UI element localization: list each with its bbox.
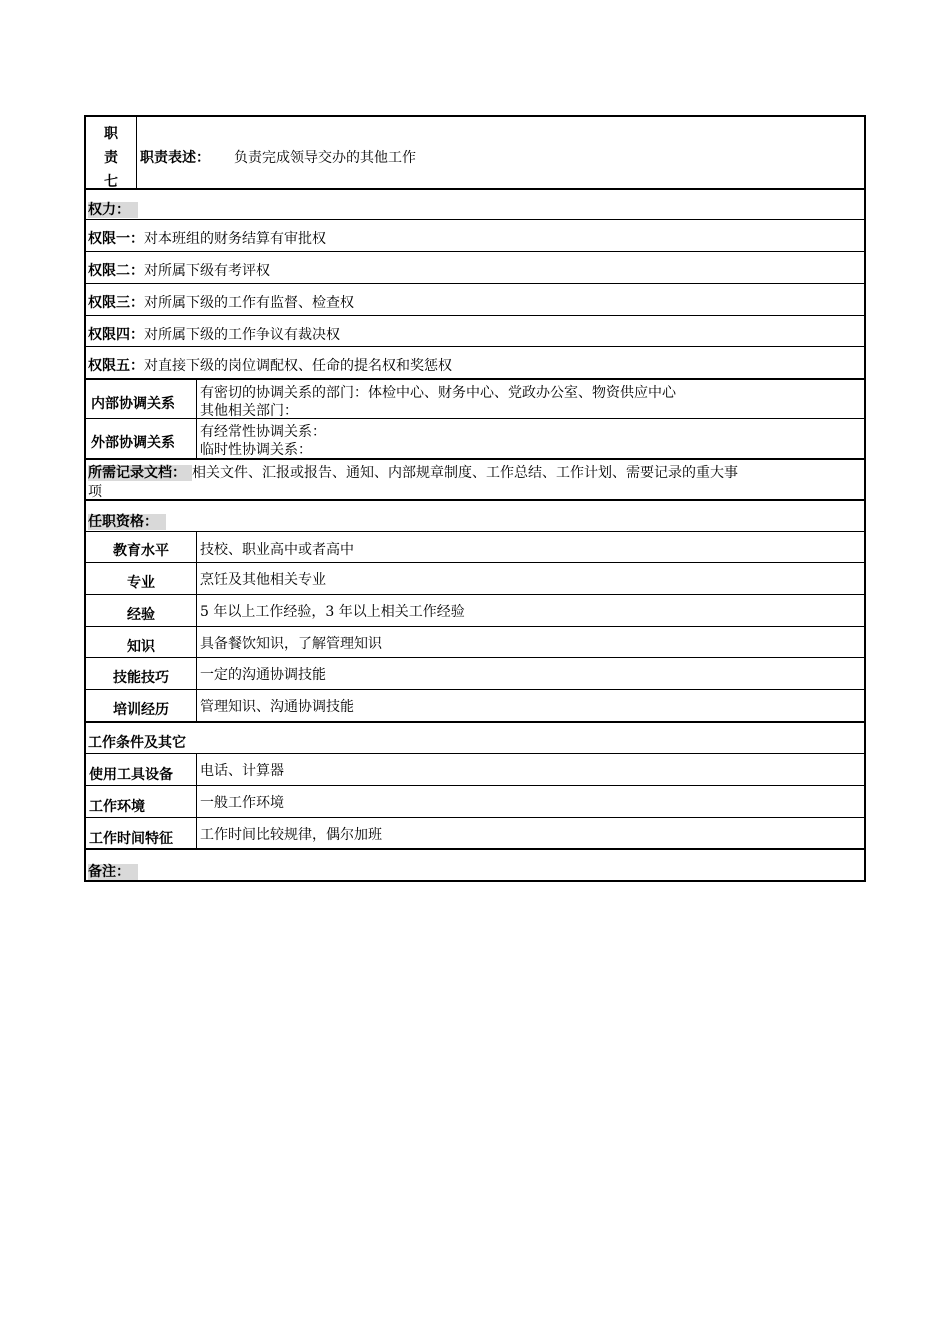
condition-label-hours: 工作时间特征 bbox=[89, 831, 173, 847]
records-label: 所需记录文档： bbox=[88, 465, 192, 481]
external-coordination-label: 外部协调关系 bbox=[91, 435, 175, 451]
duty-7-desc-label: 职责表述： bbox=[140, 150, 210, 166]
remarks-label: 备注： bbox=[88, 864, 138, 880]
external-coordination-label-cell bbox=[86, 419, 197, 458]
authority-header-row bbox=[84, 188, 866, 219]
duty-7-row bbox=[84, 115, 866, 188]
external-coordination-row bbox=[84, 418, 866, 458]
records-text-line-2: 项 bbox=[88, 484, 102, 500]
qualification-value-education: 技校、职业高中或者高中 bbox=[200, 542, 354, 558]
qualification-label-education: 教育水平 bbox=[113, 543, 169, 559]
duty-7-char-1: 职 bbox=[104, 126, 118, 142]
qualification-value-skills: 一定的沟通协调技能 bbox=[200, 667, 326, 683]
duty-7-char-3: 七 bbox=[104, 174, 118, 190]
authority-header: 权力： bbox=[88, 202, 138, 218]
qualification-value-major: 烹饪及其他相关专业 bbox=[200, 572, 326, 588]
condition-value-hours: 工作时间比较规律，偶尔加班 bbox=[200, 827, 382, 843]
authority-label-2: 权限二： bbox=[88, 263, 144, 279]
condition-label-tools: 使用工具设备 bbox=[89, 767, 173, 783]
authority-label-3: 权限三： bbox=[88, 295, 144, 311]
condition-value-environment: 一般工作环境 bbox=[200, 795, 284, 811]
qualification-label-knowledge: 知识 bbox=[127, 639, 155, 655]
authority-row-2 bbox=[84, 251, 866, 283]
qualification-value-knowledge: 具备餐饮知识，了解管理知识 bbox=[200, 636, 382, 652]
qualification-label-major: 专业 bbox=[127, 575, 155, 591]
internal-coordination-label: 内部协调关系 bbox=[91, 396, 175, 412]
qualification-label-training: 培训经历 bbox=[113, 702, 169, 718]
authority-row-5 bbox=[84, 346, 866, 378]
qualification-row-education bbox=[84, 531, 866, 562]
authority-text-4: 对所属下级的工作争议有裁决权 bbox=[144, 327, 340, 343]
qualification-row-skills bbox=[84, 657, 866, 689]
authority-row-1 bbox=[84, 219, 866, 251]
qualification-value-training: 管理知识、沟通协调技能 bbox=[200, 699, 354, 715]
duty-7-desc-text: 负责完成领导交办的其他工作 bbox=[234, 150, 416, 166]
internal-coordination-row bbox=[84, 378, 866, 418]
authority-label-5: 权限五： bbox=[88, 358, 144, 374]
conditions-header-row bbox=[84, 721, 866, 753]
authority-label-1: 权限一： bbox=[88, 231, 144, 247]
internal-coordination-line-1: 有密切的协调关系的部门：体检中心、财务中心、党政办公室、物资供应中心 bbox=[200, 385, 676, 401]
external-coordination-line-1: 有经常性协调关系： bbox=[200, 424, 326, 440]
authority-label-4: 权限四： bbox=[88, 327, 144, 343]
records-row bbox=[84, 458, 866, 499]
authority-row-3 bbox=[84, 283, 866, 315]
external-coordination-line-2: 临时性协调关系： bbox=[200, 442, 312, 458]
qualifications-header: 任职资格： bbox=[88, 514, 166, 530]
condition-row-environment bbox=[84, 785, 866, 817]
qualifications-header-row bbox=[84, 499, 866, 531]
qualification-row-training bbox=[84, 689, 866, 721]
qualification-label-skills: 技能技巧 bbox=[113, 670, 169, 686]
authority-text-5: 对直接下级的岗位调配权、任命的提名权和奖惩权 bbox=[144, 358, 452, 374]
remarks-row bbox=[84, 848, 866, 882]
authority-text-1: 对本班组的财务结算有审批权 bbox=[144, 231, 326, 247]
internal-coordination-label-cell bbox=[86, 380, 197, 418]
job-description-table bbox=[84, 115, 866, 882]
records-text-line-1: 相关文件、汇报或报告、通知、内部规章制度、工作总结、工作计划、需要记录的重大事 bbox=[192, 465, 738, 481]
qualification-row-experience bbox=[84, 594, 866, 626]
authority-row-4 bbox=[84, 315, 866, 346]
qualification-label-experience: 经验 bbox=[127, 607, 155, 623]
conditions-header: 工作条件及其它 bbox=[88, 735, 186, 751]
internal-coordination-line-2: 其他相关部门： bbox=[200, 403, 298, 419]
duty-7-char-2: 责 bbox=[104, 150, 118, 166]
condition-label-environment: 工作环境 bbox=[89, 799, 145, 815]
qualification-row-knowledge bbox=[84, 626, 866, 657]
qualification-value-experience: 5 年以上工作经验，3 年以上相关工作经验 bbox=[200, 604, 465, 620]
duty-7-label-cell bbox=[86, 117, 137, 188]
authority-text-3: 对所属下级的工作有监督、检查权 bbox=[144, 295, 354, 311]
condition-row-hours bbox=[84, 817, 866, 848]
condition-value-tools: 电话、计算器 bbox=[200, 763, 284, 779]
condition-row-tools bbox=[84, 753, 866, 785]
qualification-row-major bbox=[84, 562, 866, 594]
authority-text-2: 对所属下级有考评权 bbox=[144, 263, 270, 279]
